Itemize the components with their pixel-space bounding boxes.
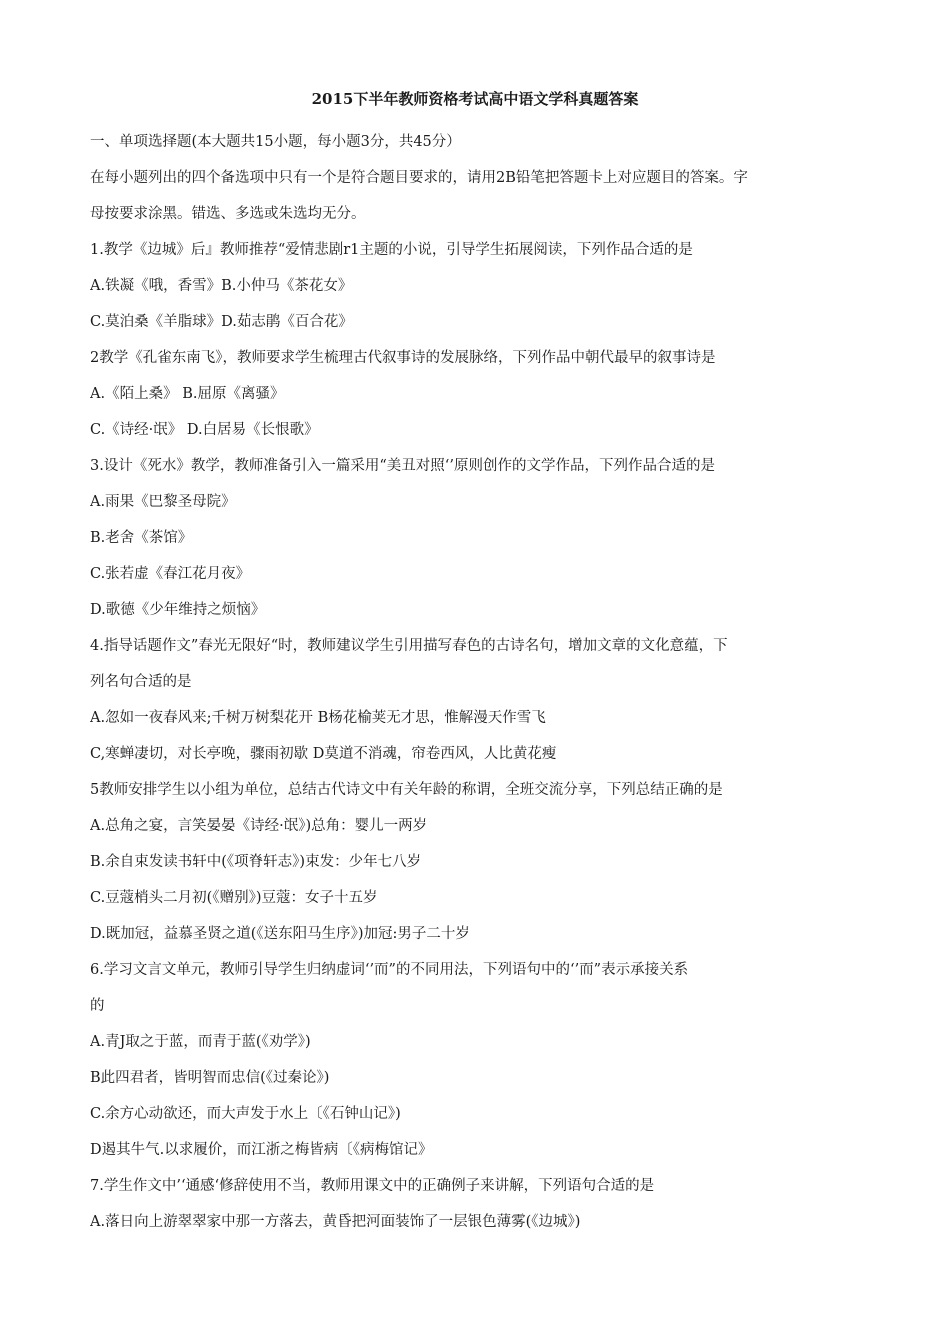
text-line: D.既加冠，益慕圣贤之道(《送东阳马生序》)加冠:男子二十岁	[90, 926, 470, 942]
text-line: A.铁凝《哦，香雪》B.小仲马《茶花女》	[90, 278, 353, 294]
text-line: 在每小题列出的四个备选项中只有一个是符合题目要求的，请用2B铅笔把答题卡上对应题目的答案。字	[90, 170, 748, 186]
text-line: 的	[90, 998, 105, 1014]
text-line: 1.教学《边城》后』教师推荐“爱情悲剧r1主题的小说，引导学生拓展阅读，下列作品合适的是	[90, 242, 693, 258]
text-line: B.余自束发读书轩中(《项脊轩志》)束发：少年七八岁	[90, 854, 422, 870]
text-line: B此四君者，皆明智而忠信(《过秦论》)	[90, 1070, 330, 1086]
text-line: D遏其牛气.以求履价，而江浙之梅皆病〔《病梅馆记》	[90, 1142, 433, 1158]
text-line: 一、单项选择题(本大题共15小题，每小题3分，共45分）	[90, 134, 461, 150]
text-line: B.老舍《茶馆》	[90, 530, 193, 546]
text-line: C.张若虚《春江花月夜》	[90, 566, 251, 582]
text-line: A.《陌上桑》 B.屈原《离骚》	[90, 386, 285, 402]
text-line: 母按要求涂黑。错选、多选或朱选均无分。	[90, 206, 366, 222]
text-line: A.落日向上游翠翠家中那一方落去，黄昏把河面装饰了一层银色薄雾(《边城》)	[90, 1214, 581, 1230]
text-line: C.莫泊桑《羊脂球》D.茹志鹃《百合花》	[90, 314, 353, 330]
text-line: C.豆蔻梢头二月初(《赠别》)豆蔻：女子十五岁	[90, 890, 378, 906]
text-line: 3.设计《死水》教学，教师准备引入一篇采用“美丑对照‘’原则创作的文学作品，下列作品合适的是	[90, 458, 715, 474]
text-line: A.忽如一夜春风来;千树万树梨花开 B杨花榆荚无才思，惟解漫天作雪飞	[90, 710, 546, 726]
text-line: 4.指导话题作文”春光无限好“时，教师建议学生引用描写春色的古诗名句，增加文章的文化意蕴，下	[90, 638, 728, 654]
text-line: 列名句合适的是	[90, 674, 192, 690]
document-title: 2015下半年教师资格考试高中语文学科真题答案	[311, 90, 639, 108]
text-line: C.余方心动欲还，而大声发于水上〔《石钟山记》)	[90, 1106, 401, 1122]
document-body	[90, 124, 860, 1240]
text-line: C,寒蝉凄切，对长亭晚，骤雨初歇 D莫道不消魂，帘卷西风，人比黄花瘦	[90, 746, 557, 762]
text-line: A.青J取之于蓝，而青于蓝(《劝学》)	[90, 1034, 311, 1050]
text-line: D.歌德《少年维持之烦恼》	[90, 602, 266, 618]
text-line: A.总角之宴，言笑晏晏《诗经·氓》)总角：婴儿一两岁	[90, 818, 428, 834]
text-line: A.雨果《巴黎圣母院》	[90, 494, 236, 510]
text-line: 7.学生作文中’‘通感‘修辞使用不当，教师用课文中的正确例子来讲解，下列语句合适的是	[90, 1178, 655, 1194]
text-line: C.《诗经·氓》 D.白居易《长恨歌》	[90, 422, 319, 438]
text-line: 6.学习文言文单元，教师引导学生归纳虚词‘’而”的不同用法，下列语句中的‘’而”表示承接关系	[90, 962, 689, 978]
text-line: 2教学《孔雀东南飞》，教师要求学生梳理古代叙事诗的发展脉络，下列作品中朝代最早的叙事诗是	[90, 350, 716, 366]
text-line: 5教师安排学生以小组为单位，总结古代诗文中有关年龄的称谓，全班交流分享，下列总结正确的是	[90, 782, 723, 798]
